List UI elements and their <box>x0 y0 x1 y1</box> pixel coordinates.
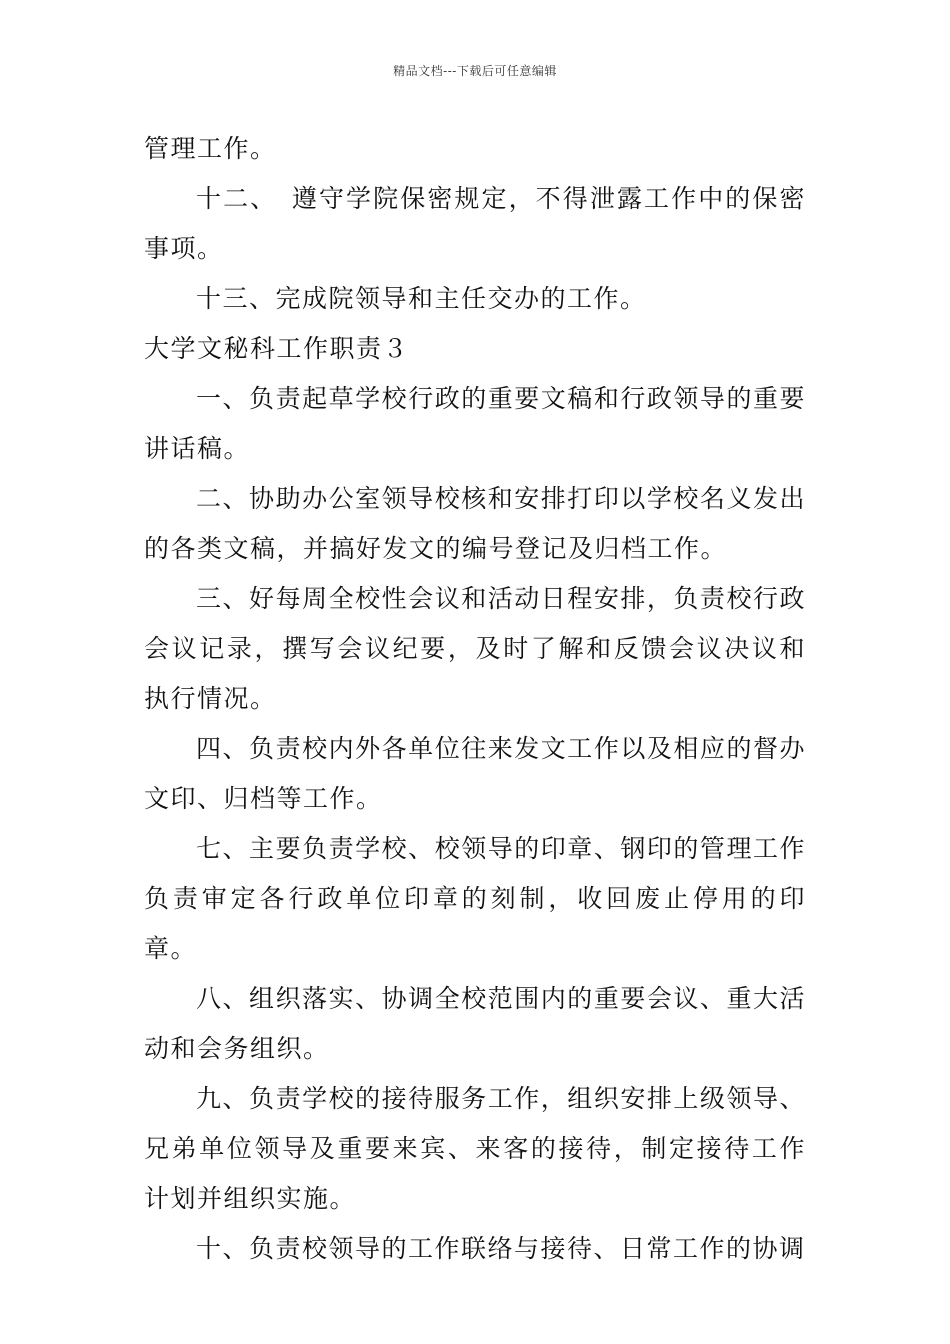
paragraph: 十三、完成院领导和主任交办的工作。 <box>196 284 647 313</box>
page-header: 精品文档---下载后可任意编辑 <box>393 64 557 78</box>
section-heading: 大学文秘科工作职责３ <box>144 334 410 363</box>
document-body <box>144 124 806 1274</box>
paragraph: 一、负责起草学校行政的重要文稿和行政领导的重要讲话稿。 <box>144 384 806 463</box>
paragraph: 八、组织落实、协调全校范围内的重要会议、重大活动和会务组织。 <box>144 984 806 1063</box>
paragraph: 三、好每周全校性会议和活动日程安排，负责校行政会议记录，撰写会议纪要，及时了解和反馈会议决议和执行情况。 <box>144 584 806 713</box>
paragraph: 二、协助办公室领导校核和安排打印以学校名义发出的各类文稿，并搞好发文的编号登记及归档工作。 <box>144 484 806 563</box>
paragraph: 十、负责校领导的工作联络与接待、日常工作的协调 <box>196 1234 806 1263</box>
paragraph: 管理工作。 <box>144 134 277 163</box>
paragraph: 九、负责学校的接待服务工作，组织安排上级领导、兄弟单位领导及重要来宾、来客的接待，制定接待工作计划并组织实施。 <box>144 1084 806 1213</box>
paragraph: 十二、 遵守学院保密规定，不得泄露工作中的保密事项。 <box>144 184 806 263</box>
paragraph: 七、主要负责学校、校领导的印章、钢印的管理工作负责审定各行政单位印章的刻制，收回废止停用的印章。 <box>144 834 806 963</box>
paragraph: 四、负责校内外各单位往来发文工作以及相应的督办文印、归档等工作。 <box>144 734 806 813</box>
